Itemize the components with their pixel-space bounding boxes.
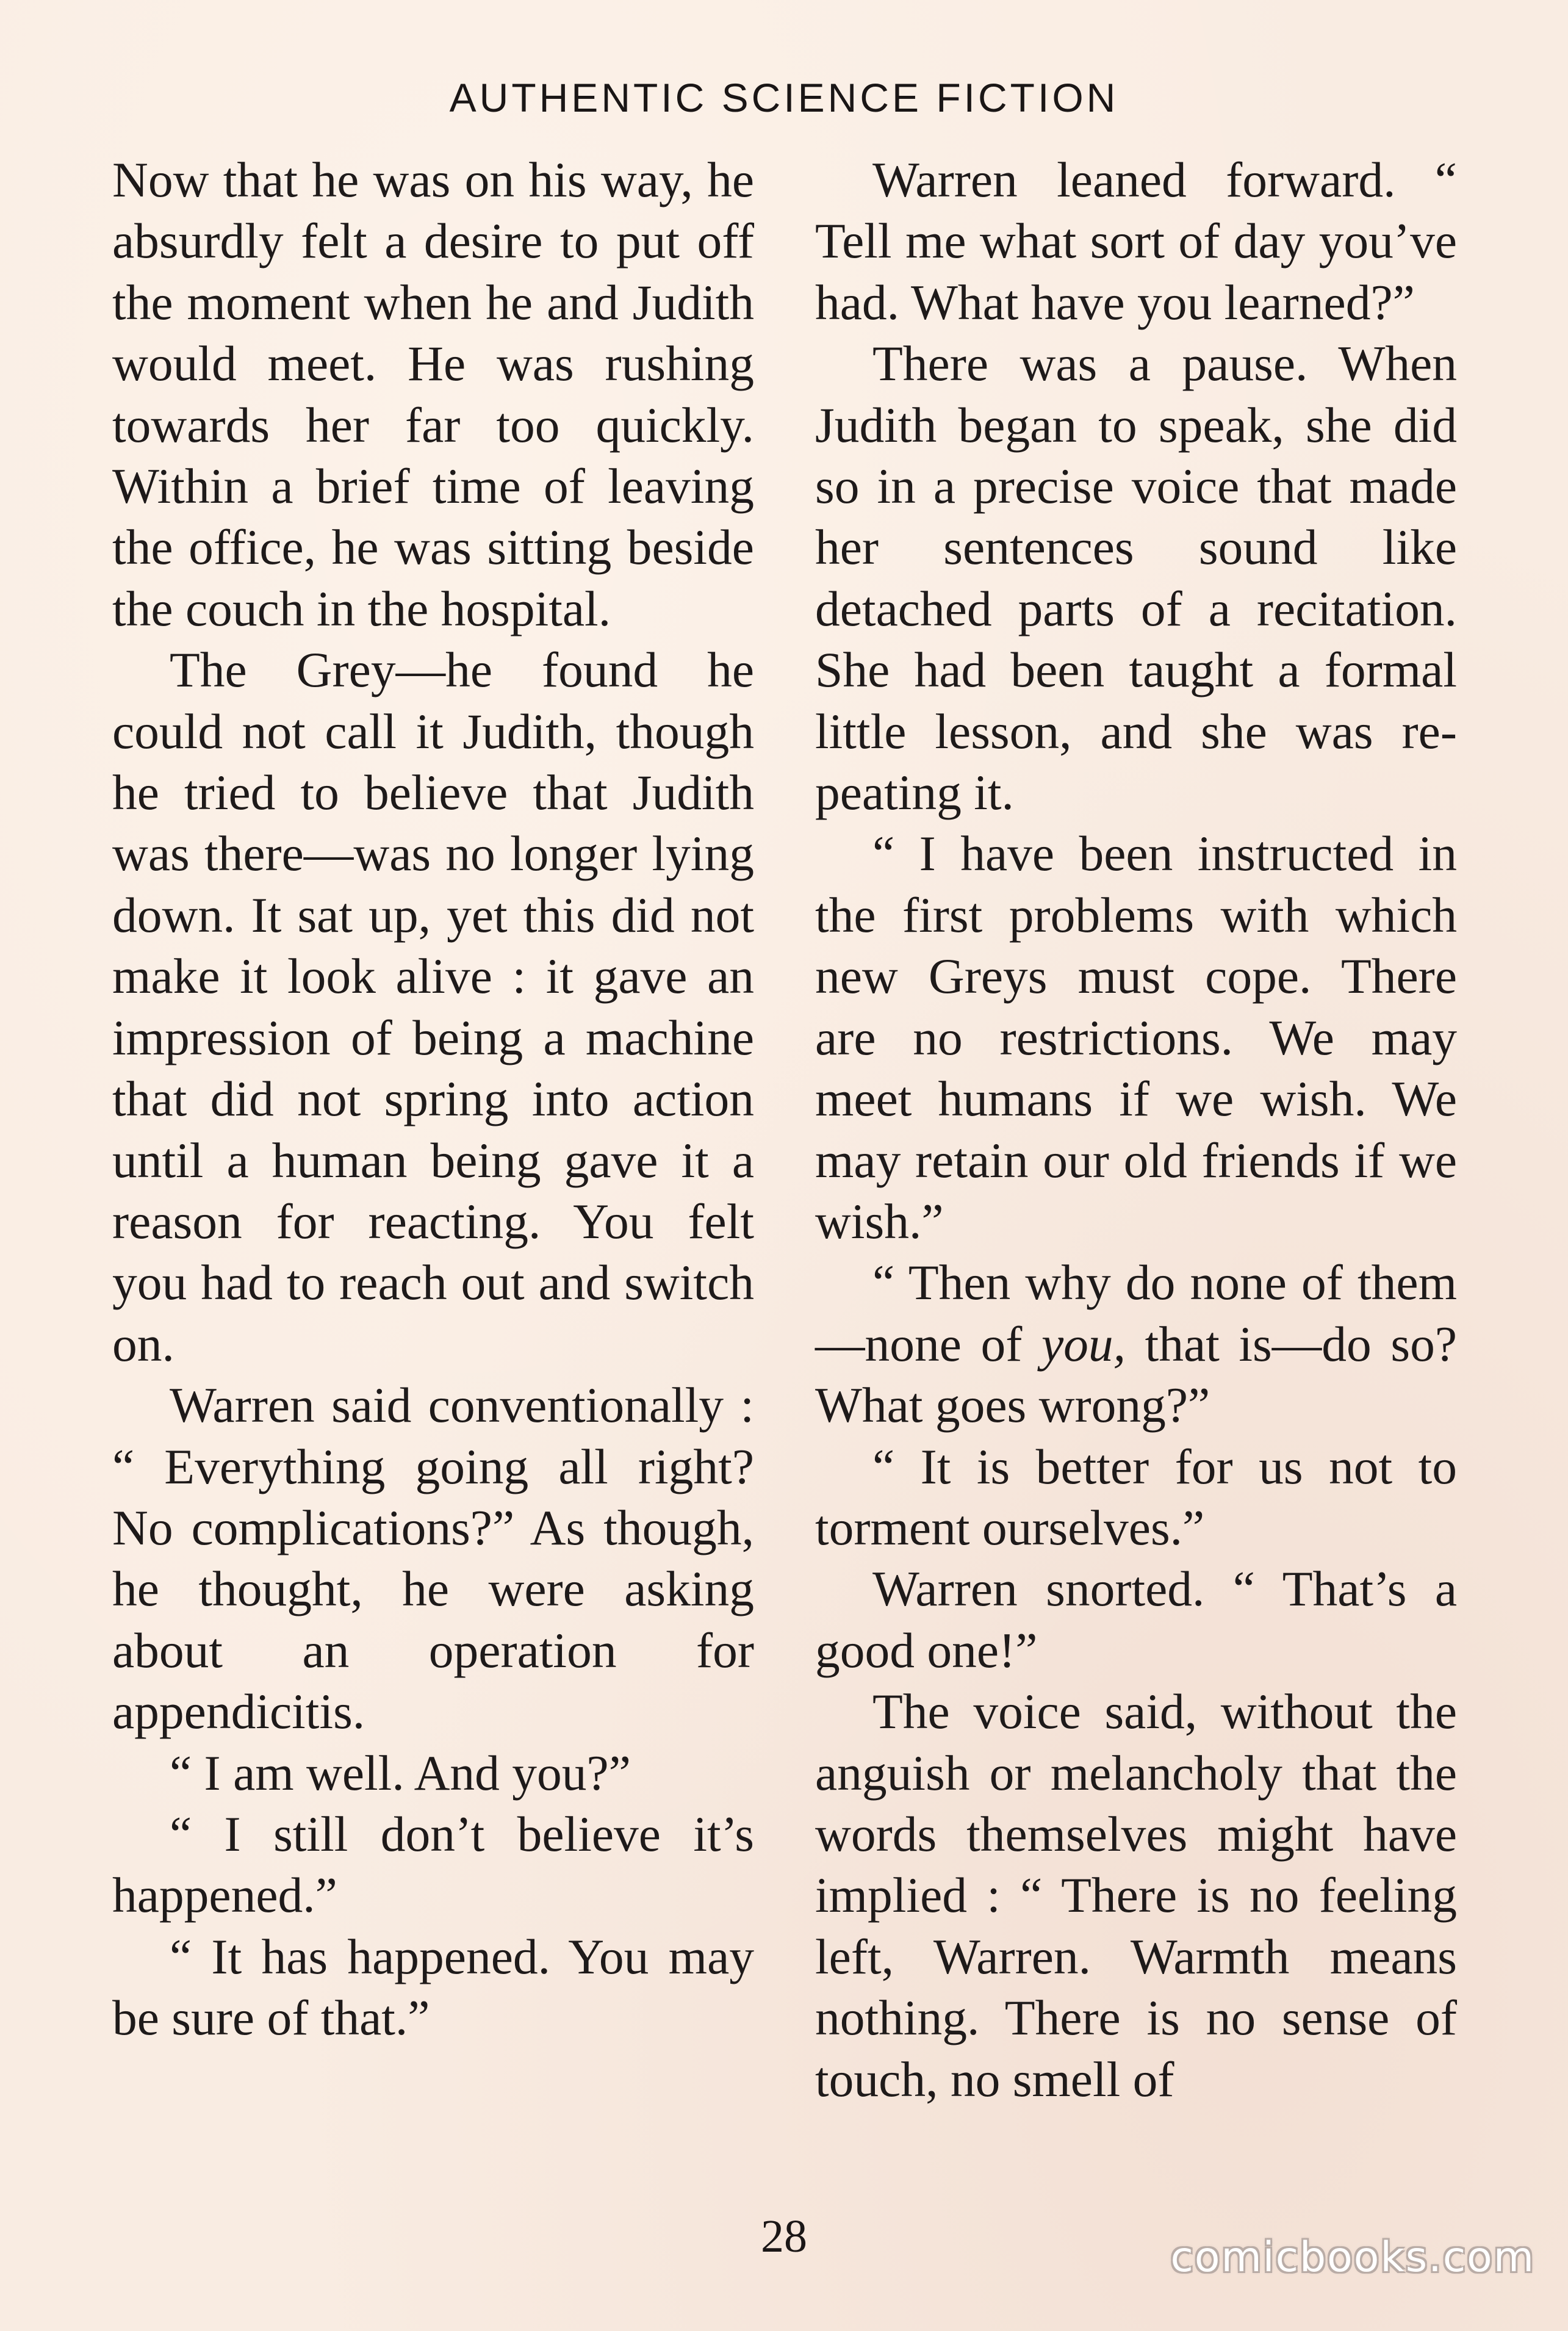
paragraph: “ It is better for us not to torment ourselves.” bbox=[815, 1438, 1457, 1555]
paragraph: Warren said conventionally : “ Everything going all right? No complications?” As though, he thought, he were asking about an operation for appendicitis. bbox=[112, 1377, 754, 1740]
italic-word: you, bbox=[1041, 1316, 1126, 1372]
paragraph bbox=[815, 1252, 1457, 1436]
paragraph: Now that he was on his way, he absurdly felt a desire to put off the moment when he and Judith would meet. He was rushing towards her far too quickly. Within a brief time of leaving the office, he was sitting beside the couch in the hospital. bbox=[112, 152, 754, 636]
paragraph: The Grey—he found he could not call it Judith, though he tried to believe that Judith was there—was no longer lying down. It sat up, yet this did not make it look alive : it gave an impression of being a machine that did not spring into action until a human being gave it a reason for reacting. You felt you had to reach out and switch on. bbox=[112, 642, 754, 1372]
paragraph: The voice said, without the anguish or melancholy that the words themselves might have implied : “ There is no feeling left, Warren. Warmth means nothing. There is no sense of touch, no smell of bbox=[815, 1684, 1457, 2107]
text-run: “ Then why do none of them—none of bbox=[815, 1255, 1457, 1372]
paragraph: “ I am well. And you?” bbox=[170, 1745, 631, 1801]
left-column bbox=[112, 150, 754, 2049]
page-number: 28 bbox=[761, 2211, 807, 2262]
running-head: AUTHENTIC SCIENCE FICTION bbox=[449, 75, 1119, 120]
paragraph: “ I have been instructed in the first problems with which new Greys must cope. There are no restrictions. We may meet humans if we wish. We may retain our old friends if we wish.” bbox=[815, 826, 1457, 1249]
right-column bbox=[815, 150, 1457, 2110]
paragraph: “ I still don’t believe it’s happened.” bbox=[112, 1806, 754, 1923]
watermark: comicbooks.com bbox=[1170, 2233, 1535, 2282]
paragraph: Warren snorted. “ That’s a good one!” bbox=[815, 1561, 1457, 1678]
paragraph: There was a pause. When Judith began to speak, she did so in a precise voice that made her sentences sound like detached parts of a recitation. She had been taught a formal little lesson, and she was repeating it. bbox=[815, 336, 1457, 821]
text-run: that is—do so? What goes wrong?” bbox=[815, 1316, 1457, 1433]
paragraph: Warren leaned forward. “ Tell me what sort of day you’ve had. What have you learned?” bbox=[815, 152, 1457, 330]
paragraph: “ It has happened. You may be sure of that.” bbox=[112, 1928, 754, 2046]
